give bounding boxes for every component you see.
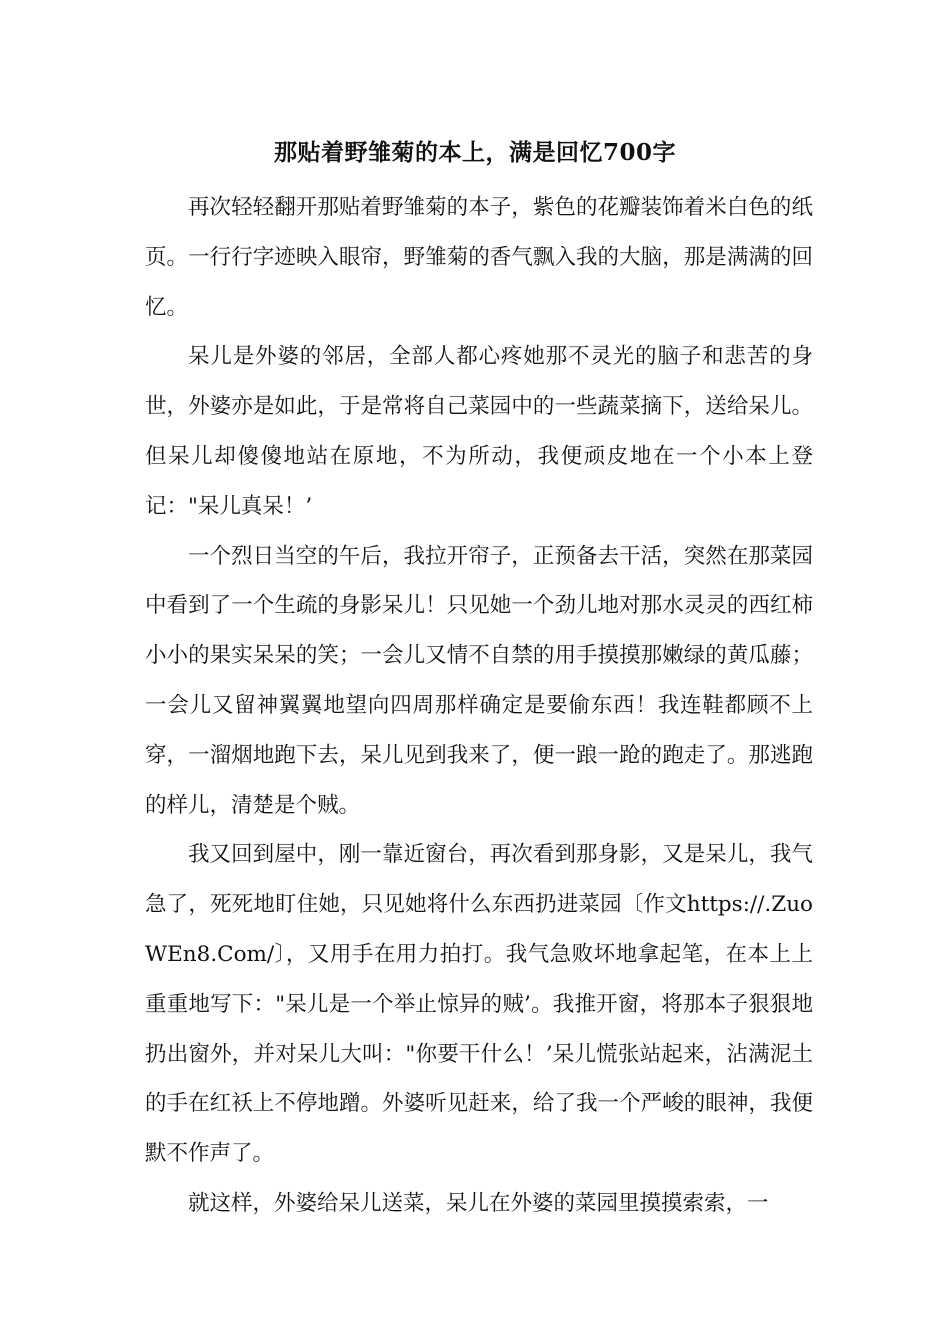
paragraph-2: 呆儿是外婆的邻居，全部人都心疼她那不灵光的脑子和悲苦的身世，外婆亦是如此，于是常将自己菜园中的一些蔬菜摘下，送给呆儿。但呆儿却傻傻地站在原地，不为所动，我便顽皮地在一个小本上登记："呆儿真呆！’ bbox=[145, 344, 813, 519]
paragraph-4: 我又回到屋中，刚一靠近窗台，再次看到那身影，又是呆儿，我气急了，死死地盯住她，只见她将什么东西扔进菜园〔作文https://.ZuoWEn8.Com/〕，又用手在用力拍打。我气急败坏地拿起笔，在本上上重重地写下："呆儿是一个举止惊异的贼’。我推开窗，将那本子狠狠地扔出窗外，并对呆儿大叫："你要干什么！’呆儿慌张站起来，沾满泥土的手在红袄上不停地蹭。外婆听见赶来，给了我一个严峻的眼神，我便默不作声了。 bbox=[145, 842, 813, 1167]
paragraph-3: 一个烈日当空的午后，我拉开帘子，正预备去干活，突然在那菜园中看到了一个生疏的身影呆儿！只见她一个劲儿地对那水灵灵的西红柿小小的果实呆呆的笑；一会儿又情不自禁的用手摸摸那嫩绿的黄瓜藤；一会儿又留神翼翼地望向四周那样确定是要偷东西！我连鞋都顾不上穿，一溜烟地跑下去，呆儿见到我来了，便一踉一跄的跑走了。那逃跑的样儿，清楚是个贼。 bbox=[145, 543, 813, 818]
paragraph-1: 再次轻轻翻开那贴着野雏菊的本子，紫色的花瓣装饰着米白色的纸页。一行行字迹映入眼帘，野雏菊的香气飘入我的大脑，那是满满的回忆。 bbox=[145, 195, 813, 320]
paragraph-5: 就这样，外婆给呆儿送菜，呆儿在外婆的菜园里摸摸索索，一 bbox=[188, 1190, 769, 1216]
document-title: 那贴着野雏菊的本上，满是回忆700字 bbox=[273, 139, 676, 166]
document-body bbox=[145, 183, 813, 1229]
